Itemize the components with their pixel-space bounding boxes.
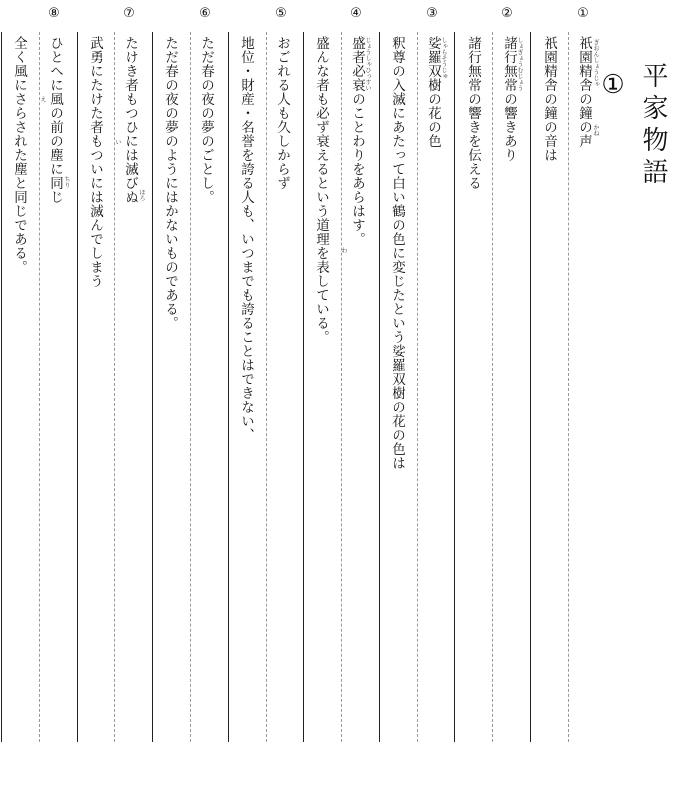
modern-translation: 祇園精舎の鐘の音は bbox=[541, 36, 557, 162]
furigana: しゃらそうじゅ bbox=[440, 37, 447, 79]
modern-translation: 全く風にさらされた塵と同じである。 bbox=[11, 36, 27, 274]
section-marker: ① bbox=[577, 6, 589, 21]
section-marker: ② bbox=[501, 6, 513, 21]
original-text: 娑羅双樹の花の色 bbox=[425, 36, 441, 148]
modern-translation: 諸行無常の響きを伝える bbox=[465, 36, 481, 190]
page-title bbox=[598, 62, 673, 222]
modern-translation: ただ春の夜の夢のようにはかないものである。 bbox=[162, 36, 178, 330]
column-rule bbox=[417, 32, 418, 742]
modern-translation: 武勇にたけた者もついには滅んでしまう bbox=[87, 36, 103, 288]
column-rule bbox=[341, 32, 342, 742]
section-divider bbox=[454, 32, 455, 742]
furigana: しょぎょうむじょう bbox=[516, 37, 523, 91]
original-text: たけき者もつひには滅びぬ bbox=[122, 36, 138, 204]
original-text: 祇園精舎の鐘の声 bbox=[576, 36, 592, 148]
modern-translation: 盛んな者も必ず衰えるという道理を表している。 bbox=[313, 36, 329, 344]
column-rule bbox=[568, 32, 569, 742]
furigana: ぎおんしょうじゃ bbox=[592, 39, 599, 87]
section-marker: ⑤ bbox=[275, 6, 287, 21]
section-marker: ③ bbox=[426, 6, 438, 21]
column-rule bbox=[190, 32, 191, 742]
furigana: わ bbox=[340, 247, 347, 253]
section-divider bbox=[530, 32, 531, 742]
section-divider bbox=[228, 32, 229, 742]
original-text: ひとへに風の前の塵に同じ bbox=[47, 36, 63, 204]
modern-translation: 地位・財産・名誉を誇る人も、いつまでも誇ることはできない、 bbox=[238, 36, 254, 442]
section-marker: ⑧ bbox=[48, 6, 60, 21]
furigana: え bbox=[39, 96, 46, 102]
title-text: 平家物語 bbox=[638, 62, 668, 190]
section-marker: ⑥ bbox=[199, 6, 211, 21]
furigana: かね bbox=[592, 124, 599, 136]
original-text: 諸行無常の響きあり bbox=[501, 36, 517, 162]
title-number: ① bbox=[598, 70, 628, 106]
section-divider bbox=[152, 32, 153, 742]
furigana: ほろ bbox=[138, 189, 145, 201]
furigana: ちり bbox=[63, 176, 70, 188]
section-divider bbox=[1, 32, 2, 742]
section-marker: ④ bbox=[350, 6, 362, 21]
modern-translation: 釈尊の入滅にあたって白い鶴の色に変じたという娑羅双樹の花の色は bbox=[389, 36, 405, 470]
original-text: おごれる人も久しからず bbox=[274, 36, 290, 190]
original-text: 盛者必衰のことわりをあらはす。 bbox=[349, 36, 365, 246]
section-marker: ⑦ bbox=[123, 6, 135, 21]
original-text: ただ春の夜の夢のごとし。 bbox=[198, 36, 214, 204]
section-divider bbox=[303, 32, 304, 742]
section-divider bbox=[77, 32, 78, 742]
column-rule bbox=[266, 32, 267, 742]
furigana: い bbox=[114, 139, 121, 145]
column-rule bbox=[492, 32, 493, 742]
section-divider bbox=[379, 32, 380, 742]
furigana: じょうしゃひっすい bbox=[364, 37, 371, 91]
column-rule bbox=[39, 32, 40, 742]
